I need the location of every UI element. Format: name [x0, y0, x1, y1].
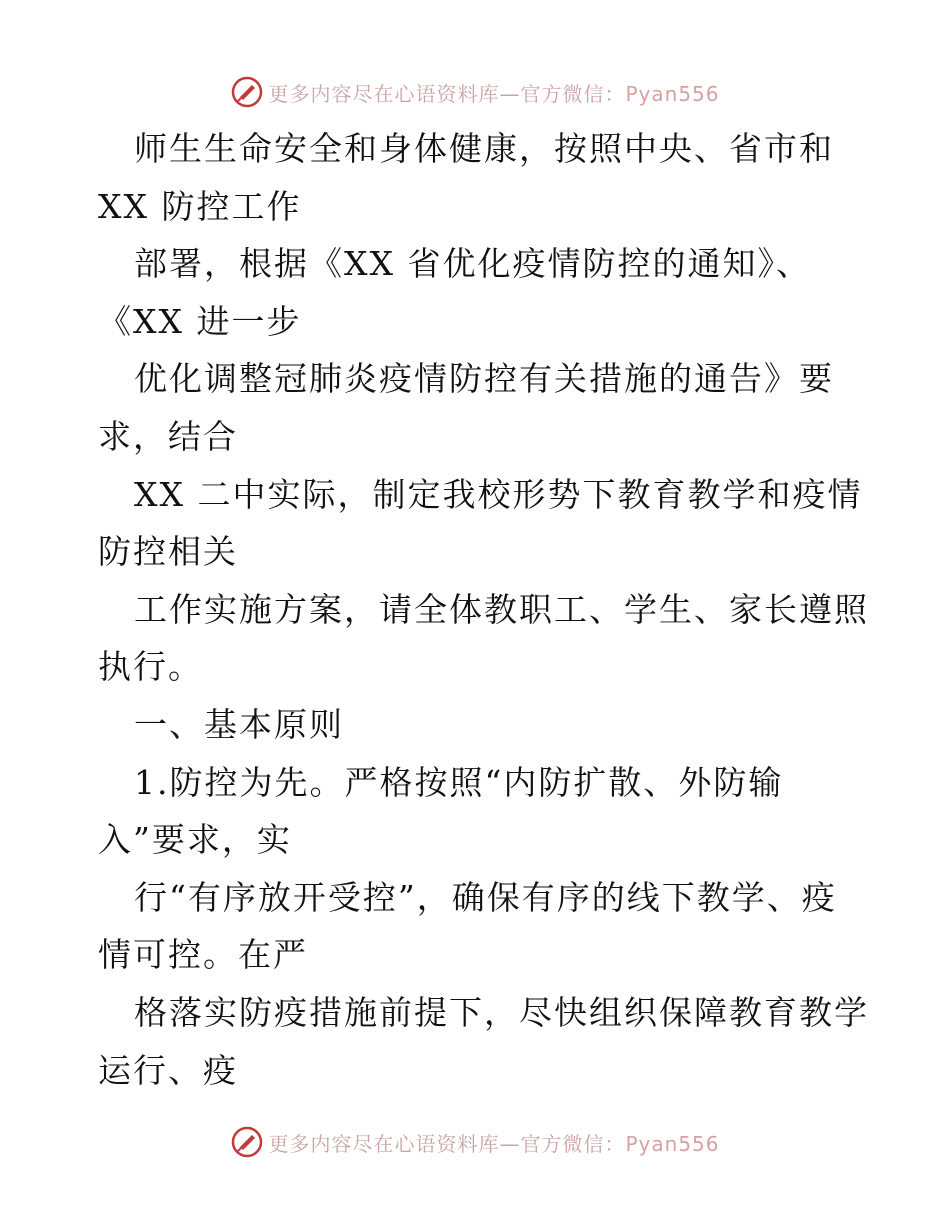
text-line: 格落实防疫措施前提下，尽快组织保障教育教学: [134, 992, 869, 1032]
logo-icon: [230, 75, 264, 109]
text-line: 师生生命安全和身体健康，按照中央、省市和: [134, 129, 834, 168]
text-line: 工作实施方案，请全体教职工、学生、家长遵照: [134, 589, 869, 629]
footer-watermark: [0, 1120, 950, 1164]
header-watermark: [0, 70, 950, 114]
text-line: 1.防控为先。严格按照“内防扩散、外防输: [134, 762, 784, 802]
text-line: 防控相关: [98, 532, 238, 572]
text-line: 情可控。在严: [98, 935, 308, 975]
text-line: XX 防控工作: [98, 186, 302, 226]
text-line: 《XX 进一步: [98, 301, 302, 341]
text-line: XX 二中实际，制定我校形势下教育教学和疫情: [134, 474, 863, 514]
watermark-text: 更多内容尽在心语资料库—官方微信：Pyan556: [268, 81, 720, 106]
text-line: 行“有序放开受控”，确保有序的线下教学、疫: [134, 877, 837, 917]
text-line: 一、基本原则: [134, 704, 344, 744]
text-line: 部署，根据《XX 省优化疫情防控的通知》、: [134, 244, 811, 284]
text-line: 求，结合: [98, 416, 238, 456]
text-line: 执行。: [98, 647, 203, 687]
document-body: [98, 120, 869, 1099]
text-line: 运行、疫: [98, 1050, 238, 1090]
logo-icon: [230, 1125, 264, 1159]
text-line: 优化调整冠肺炎疫情防控有关措施的通告》要: [134, 359, 834, 399]
text-line: 入”要求，实: [98, 820, 292, 860]
watermark-text: 更多内容尽在心语资料库—官方微信：Pyan556: [268, 1131, 720, 1156]
